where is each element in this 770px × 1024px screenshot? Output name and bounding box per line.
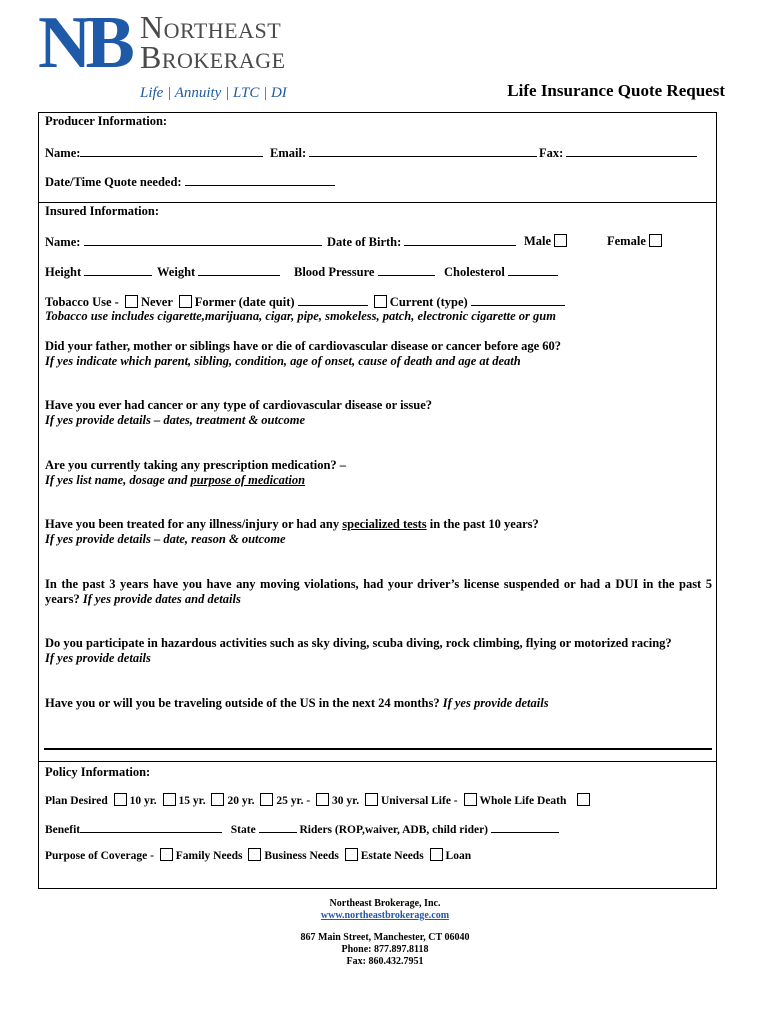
plan-whole-life-label: Whole Life Death	[479, 795, 567, 807]
footer-fax: Fax: 860.432.7951	[346, 956, 424, 967]
cholesterol-row	[444, 264, 558, 279]
purpose-row	[45, 848, 471, 863]
producer-fax-field[interactable]	[566, 145, 697, 157]
tobacco-former-label: Former (date quit)	[194, 295, 295, 309]
insured-name-field[interactable]	[84, 234, 322, 246]
state-label: State	[230, 824, 256, 836]
tobacco-label: Tobacco Use -	[45, 295, 119, 309]
footer-address: 867 Main Street, Manchester, CT 06040	[300, 932, 470, 943]
company-logo-name	[140, 9, 286, 75]
plan-25yr-label: 25 yr. -	[276, 795, 311, 807]
question-treatment	[45, 517, 539, 531]
driving-note: If yes provide dates and details	[82, 592, 241, 606]
footer-company: Northeast Brokerage, Inc.	[329, 898, 441, 909]
producer-email-label: Email:	[270, 146, 307, 160]
benefit-row	[45, 821, 559, 837]
insured-name-row	[45, 234, 322, 249]
male-label: Male	[524, 234, 552, 248]
plan-25yr-checkbox[interactable]	[260, 793, 273, 806]
quote-needed-row	[45, 174, 335, 189]
benefit-label: Benefit	[45, 824, 81, 836]
producer-email-field[interactable]	[309, 145, 537, 157]
document-title: Life Insurance Quote Request	[507, 81, 725, 100]
company-name-line1: Northeast	[140, 9, 282, 45]
question-hazardous: Do you participate in hazardous activities such as sky diving, scuba diving, rock climbing, flying or motorized racing?	[45, 636, 672, 650]
travel-note: If yes provide details	[442, 696, 549, 710]
female-label: Female	[607, 234, 646, 248]
purpose-family-label: Family Needs	[175, 850, 243, 862]
plan-30yr-label: 30 yr.	[332, 795, 360, 807]
driving-years-text: years?	[45, 592, 80, 606]
bp-label: Blood Pressure	[294, 265, 375, 279]
tobacco-note: Tobacco use includes cigarette,marijuana, cigar, pipe, smokeless, patch, electronic cigarette or gum	[45, 309, 556, 323]
plan-20yr-checkbox[interactable]	[211, 793, 224, 806]
riders-field[interactable]	[491, 821, 559, 833]
question-family-history-note: If yes indicate which parent, sibling, condition, age of onset, cause of death and age at death	[45, 354, 521, 368]
purpose-family-checkbox[interactable]	[160, 848, 173, 861]
tobacco-current-field[interactable]	[471, 294, 565, 306]
purpose-business-label: Business Needs	[264, 850, 339, 862]
purpose-estate-checkbox[interactable]	[345, 848, 358, 861]
purpose-loan-label: Loan	[445, 850, 472, 862]
medication-note-text: If yes list name, dosage and	[45, 473, 191, 487]
question-travel	[45, 696, 549, 710]
riders-label: Riders (ROP,waiver, ADB, child rider)	[299, 824, 489, 836]
footer-website-link[interactable]: www.northeastbrokerage.com	[320, 910, 450, 921]
producer-heading: Producer Information:	[45, 114, 168, 128]
treatment-text-c: in the past 10 years?	[426, 517, 539, 531]
producer-fax-row	[539, 145, 697, 160]
producer-fax-label: Fax:	[539, 146, 564, 160]
bp-field[interactable]	[378, 264, 435, 276]
company-tagline: Life | Annuity | LTC | DI	[140, 85, 287, 101]
company-name-line2: Brokerage	[140, 39, 286, 75]
benefit-field[interactable]	[80, 821, 222, 833]
question-medication: Are you currently taking any prescription medication? –	[45, 458, 347, 472]
purpose-label: Purpose of Coverage -	[45, 850, 154, 862]
travel-text: Have you or will you be traveling outside of the US in the next 24 months?	[45, 696, 440, 710]
quote-needed-field[interactable]	[185, 174, 335, 186]
question-cancer: Have you ever had cancer or any type of cardiovascular disease or issue?	[45, 398, 433, 412]
male-checkbox[interactable]	[554, 234, 567, 247]
producer-name-field[interactable]	[80, 145, 263, 157]
tobacco-never-label: Never	[140, 295, 173, 309]
tobacco-current-checkbox[interactable]	[374, 295, 387, 308]
plan-10yr-checkbox[interactable]	[114, 793, 127, 806]
plan-20yr-label: 20 yr.	[227, 795, 255, 807]
female-option	[607, 234, 665, 248]
insured-name-label: Name:	[45, 235, 81, 249]
female-checkbox[interactable]	[649, 234, 662, 247]
height-field[interactable]	[84, 264, 152, 276]
dob-row	[327, 234, 516, 249]
policy-heading: Policy Information:	[45, 765, 151, 779]
height-label: Height	[45, 265, 82, 279]
plan-universal-life-checkbox[interactable]	[365, 793, 378, 806]
weight-label: Weight	[157, 265, 196, 279]
section-divider	[38, 761, 717, 762]
plan-10yr-label: 10 yr.	[129, 795, 157, 807]
weight-row	[157, 264, 280, 279]
question-medication-note	[45, 473, 305, 487]
male-option	[524, 234, 570, 248]
answer-line	[44, 748, 712, 750]
tobacco-former-checkbox[interactable]	[179, 295, 192, 308]
producer-email-row	[270, 145, 537, 160]
dob-label: Date of Birth:	[327, 235, 402, 249]
medication-note-underlined: purpose of medication	[190, 473, 306, 487]
cholesterol-label: Cholesterol	[444, 265, 505, 279]
plan-15yr-label: 15 yr.	[178, 795, 206, 807]
purpose-estate-label: Estate Needs	[360, 850, 424, 862]
insured-heading: Insured Information:	[45, 204, 160, 218]
cholesterol-field[interactable]	[508, 264, 558, 276]
quote-needed-label: Date/Time Quote needed:	[45, 175, 182, 189]
plan-30yr-checkbox[interactable]	[316, 793, 329, 806]
question-driving-line1: In the past 3 years have you have any moving violations, had your driver’s license suspended or had a DUI in the past 5	[45, 577, 712, 591]
question-family-history: Did your father, mother or siblings have or die of cardiovascular disease or cancer before age 60?	[45, 339, 562, 353]
footer-website-wrap	[0, 910, 770, 922]
question-cancer-note: If yes provide details – dates, treatment & outcome	[45, 413, 306, 427]
treatment-text-a: Have you been treated for any illness/injury or had any	[45, 517, 343, 531]
tobacco-former-field[interactable]	[298, 294, 368, 306]
treatment-text-underlined: specialized tests	[342, 517, 427, 531]
plan-desired-row	[45, 793, 593, 808]
plan-desired-label: Plan Desired	[45, 795, 108, 807]
tobacco-never-checkbox[interactable]	[125, 295, 138, 308]
producer-name-label: Name:	[45, 146, 81, 160]
plan-whole-life-death-checkbox[interactable]	[577, 793, 590, 806]
purpose-loan-checkbox[interactable]	[430, 848, 443, 861]
height-row	[45, 264, 152, 279]
question-hazardous-note: If yes provide details	[45, 651, 151, 665]
logo-mark: NB	[38, 2, 129, 84]
producer-name-row	[45, 145, 263, 160]
bp-row	[294, 264, 435, 279]
plan-universal-life-label: Universal Life -	[380, 795, 458, 807]
purpose-business-checkbox[interactable]	[248, 848, 261, 861]
weight-field[interactable]	[198, 264, 280, 276]
state-field[interactable]	[259, 821, 297, 833]
question-driving-line2	[45, 592, 241, 606]
plan-15yr-checkbox[interactable]	[163, 793, 176, 806]
tobacco-row	[45, 294, 565, 309]
question-treatment-note: If yes provide details – date, reason & outcome	[45, 532, 286, 546]
dob-field[interactable]	[404, 234, 516, 246]
tobacco-current-label: Current (type)	[389, 295, 468, 309]
section-divider	[38, 202, 717, 203]
plan-whole-life-checkbox[interactable]	[464, 793, 477, 806]
footer-phone: Phone: 877.897.8118	[341, 944, 429, 955]
